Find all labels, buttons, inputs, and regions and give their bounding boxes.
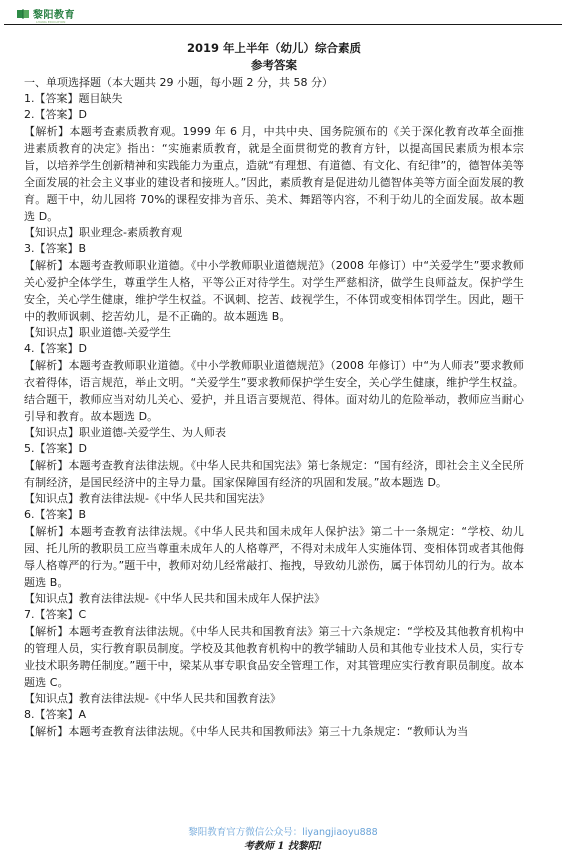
page-header bbox=[0, 0, 566, 30]
answer-line: 2.【答案】D bbox=[24, 108, 87, 121]
document-title: 2019 年上半年（幼儿）综合素质 bbox=[186, 41, 361, 55]
answer-line: 5.【答案】D bbox=[24, 442, 87, 455]
knowledge-point: 【知识点】职业道德-关爱学生、为人师表 bbox=[24, 426, 226, 439]
answer-item bbox=[24, 107, 524, 241]
analysis-paragraph: 【解析】本题考查教师职业道德。《中小学教师职业道德规范》（2008 年修订）中“关爱学生”要求教师关心爱护全体学生，尊重学生人格，平等公正对待学生。对学生严慈相济，做学生良师益友。保护学生安全，关心学生健康，维护学生权益。不讽刺、挖苦、歧视学生，不体罚或变相体罚学生。因此，题干中的教师讽刺、挖苦幼儿，是不正确的。故本题选 B。 bbox=[24, 259, 524, 323]
logo-subtext: LIYANG EDUCATION bbox=[36, 20, 66, 24]
answer-line: 1.【答案】题目缺失 bbox=[24, 92, 123, 105]
logo-text: 黎阳教育 bbox=[33, 10, 75, 21]
answer-item bbox=[24, 607, 524, 707]
answer-item bbox=[24, 707, 524, 740]
answer-item bbox=[24, 91, 524, 107]
header-divider bbox=[4, 24, 562, 25]
knowledge-point: 【知识点】职业理念-素质教育观 bbox=[24, 226, 182, 239]
answer-document bbox=[24, 40, 524, 740]
section-heading: 一、单项选择题（本大题共 29 小题，每小题 2 分，共 58 分） bbox=[24, 76, 333, 89]
brand-logo bbox=[16, 6, 75, 21]
footer-wechat: 黎阳教育官方微信公众号：liyangjiaoyu888 bbox=[188, 827, 378, 838]
answer-list bbox=[24, 91, 524, 740]
book-icon bbox=[16, 7, 30, 21]
answer-item bbox=[24, 441, 524, 507]
analysis-paragraph: 【解析】本题考查教育法律法规。《中华人民共和国教育法》第三十六条规定：“学校及其他教育机构中的管理人员，实行教育职员制度。学校及其他教育机构中的教学辅助人员和其他专业技术人员，实行专业技术职务聘任制度。”题干中，梁某从事专职食品安全管理工作，对其管理应实行教育职员制度。故本题选 C。 bbox=[24, 625, 524, 689]
answer-item bbox=[24, 507, 524, 607]
analysis-paragraph: 【解析】本题考查教育法律法规。《中华人民共和国未成年人保护法》第二十一条规定：“学校、幼儿园、托儿所的教职员工应当尊重未成年人的人格尊严，不得对未成年人实施体罚、变相体罚或者其他侮辱人格尊严的行为。”题干中，教师对幼儿经常敲打、拖拽，导致幼儿淤伤，属于体罚幼儿的行为。故本题选 B。 bbox=[24, 525, 524, 589]
knowledge-point: 【知识点】职业道德-关爱学生 bbox=[24, 326, 171, 339]
footer-motto: 考教师 1 找黎阳! bbox=[243, 841, 323, 852]
answer-line: 3.【答案】B bbox=[24, 242, 87, 255]
document-subtitle: 参考答案 bbox=[251, 58, 297, 72]
analysis-paragraph: 【解析】本题考查教育法律法规。《中华人民共和国教师法》第三十九条规定：“教师认为当 bbox=[24, 725, 469, 738]
answer-line: 8.【答案】A bbox=[24, 708, 87, 721]
answer-item bbox=[24, 341, 524, 441]
knowledge-point: 【知识点】教育法律法规-《中华人民共和国宪法》 bbox=[24, 492, 270, 505]
answer-line: 4.【答案】D bbox=[24, 342, 87, 355]
analysis-paragraph: 【解析】本题考查教育法律法规。《中华人民共和国宪法》第七条规定：“国有经济，即社会主义全民所有制经济，是国民经济中的主导力量。国家保障国有经济的巩固和发展。”故本题选 D。 bbox=[24, 459, 524, 489]
knowledge-point: 【知识点】教育法律法规-《中华人民共和国未成年人保护法》 bbox=[24, 592, 325, 605]
analysis-paragraph: 【解析】本题考查素质教育观。1999 年 6 月，中共中央、国务院颁布的《关于深化教育改革全面推进素质教育的决定》指出：“实施素质教育，就是全面贯彻党的教育方针，以提高国民素质为根本宗旨，以培养学生创新精神和实践能力为重点，造就“有理想、有道德、有文化、有纪律”的，德智体美等全面发展的社会主义事业的建设者和接班人。”因此，素质教育是促进幼儿德智体美等方面全面发展的教育。题干中，幼儿园将 70%的课程安排为音乐、美术、舞蹈等内容，不利于幼儿的全面发展。故本题选 D。 bbox=[24, 125, 524, 223]
answer-line: 7.【答案】C bbox=[24, 608, 87, 621]
answer-line: 6.【答案】B bbox=[24, 508, 87, 521]
analysis-paragraph: 【解析】本题考查教师职业道德。《中小学教师职业道德规范》（2008 年修订）中“为人师表”要求教师衣着得体，语言规范，举止文明。“关爱学生”要求教师保护学生安全，关心学生健康，维护学生权益。结合题干，教师应当对幼儿关心、爱护，并且语言要规范、得体。面对幼儿的危险举动，教师应当耐心引导和教育。故本题选 D。 bbox=[24, 359, 524, 423]
knowledge-point: 【知识点】教育法律法规-《中华人民共和国教育法》 bbox=[24, 692, 281, 705]
answer-item bbox=[24, 241, 524, 341]
